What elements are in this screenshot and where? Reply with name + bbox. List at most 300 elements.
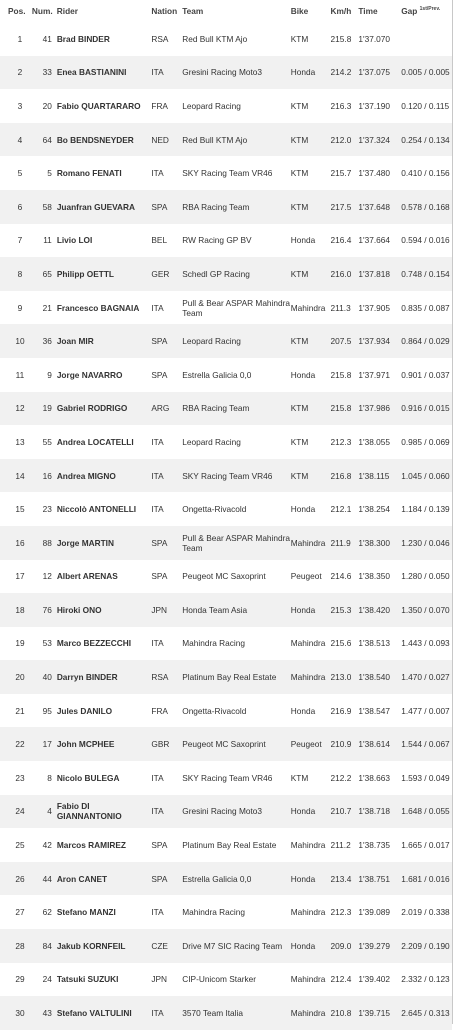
row-pos: 6 (17, 201, 23, 212)
table-row (0, 593, 452, 627)
table-row (0, 190, 452, 224)
row-speed: 213.4 (330, 873, 352, 884)
row-time: 1'37.934 (358, 336, 390, 347)
row-speed: 212.3 (330, 436, 352, 447)
row-time: 1'37.905 (358, 302, 390, 313)
row-gap: 1.544 / 0.067 (401, 739, 450, 750)
row-nation: RSA (151, 672, 169, 683)
row-speed: 214.2 (330, 67, 352, 78)
row-pos: 18 (15, 604, 25, 615)
row-team: Honda Team Asia (182, 604, 248, 615)
row-speed: 212.2 (330, 772, 352, 783)
row-bike: KTM (290, 772, 309, 783)
row-rider: Francesco BAGNAIA (56, 302, 140, 313)
row-rider: John MCPHEE (56, 739, 115, 750)
row-nation: ITA (151, 806, 164, 817)
row-nation: SPA (151, 336, 168, 347)
row-bike: KTM (290, 268, 309, 279)
row-pos: 3 (17, 100, 23, 111)
row-rider: Aron CANET (56, 873, 108, 884)
row-team: Mahindra Racing (182, 638, 245, 649)
row-rider: Jorge NAVARRO (56, 369, 123, 380)
row-team: Red Bull KTM Ajo (182, 134, 248, 145)
table-row (0, 56, 452, 90)
row-bike: KTM (290, 168, 309, 179)
row-bike: Mahindra (290, 638, 326, 649)
row-rider: Marco BEZZECCHI (56, 638, 132, 649)
row-bike: KTM (290, 33, 309, 44)
row-bike: Honda (290, 604, 316, 615)
row-pos: 11 (15, 369, 25, 380)
table-header (0, 0, 452, 22)
table-row (0, 660, 452, 694)
row-gap: 2.332 / 0.123 (401, 974, 450, 985)
row-pos: 20 (15, 672, 25, 683)
table-row (0, 123, 452, 157)
row-gap: 1.280 / 0.050 (401, 571, 450, 582)
table-row (0, 291, 452, 325)
row-rider: Juanfran GUEVARA (56, 201, 136, 212)
row-bike: KTM (290, 100, 309, 111)
row-bike: Honda (290, 235, 316, 246)
row-number: 42 (42, 840, 52, 851)
row-time: 1'38.055 (358, 436, 390, 447)
row-speed: 216.4 (330, 235, 352, 246)
row-team: CIP-Unicom Starker (182, 974, 256, 985)
table-row (0, 694, 452, 728)
row-nation: CZE (151, 940, 168, 951)
table-row (0, 392, 452, 426)
row-gap: 0.578 / 0.168 (401, 201, 450, 212)
row-team: Leopard Racing (182, 336, 241, 347)
row-pos: 2 (17, 67, 23, 78)
row-speed: 212.4 (330, 974, 352, 985)
row-number: 17 (42, 739, 52, 750)
row-gap: 1.350 / 0.070 (401, 604, 450, 615)
row-bike: Honda (290, 940, 316, 951)
row-number: 12 (42, 571, 52, 582)
row-time: 1'37.818 (358, 268, 390, 279)
row-pos: 14 (15, 470, 25, 481)
row-gap: 1.477 / 0.007 (401, 705, 450, 716)
row-speed: 216.0 (330, 268, 352, 279)
header-gap-sup: 1st/Prev. (419, 6, 441, 13)
row-time: 1'37.971 (358, 369, 390, 380)
row-pos: 22 (15, 739, 25, 750)
row-number: 88 (42, 537, 52, 548)
row-nation: SPA (151, 840, 168, 851)
row-team: Pull & Bear ASPAR Mahindra Team (182, 532, 290, 553)
row-gap: 2.645 / 0.313 (401, 1008, 450, 1019)
row-pos: 27 (15, 907, 25, 918)
row-pos: 5 (17, 168, 23, 179)
row-rider: Nicolo BULEGA (56, 772, 120, 783)
row-gap: 1.470 / 0.027 (401, 672, 450, 683)
row-number: 23 (42, 504, 52, 515)
header-team: Team (182, 6, 204, 16)
table-row (0, 862, 452, 896)
row-time: 1'38.420 (358, 604, 390, 615)
row-bike: KTM (290, 470, 309, 481)
table-row (0, 358, 452, 392)
row-gap: 0.120 / 0.115 (401, 100, 450, 111)
row-rider: Jules DANILO (56, 705, 113, 716)
row-team: Mahindra Racing (182, 907, 245, 918)
row-nation: SPA (151, 571, 168, 582)
row-rider: Jorge MARTIN (56, 537, 114, 548)
row-gap: 0.005 / 0.005 (401, 67, 450, 78)
row-team: Peugeot MC Saxoprint (182, 571, 266, 582)
row-time: 1'37.190 (358, 100, 390, 111)
row-nation: RSA (151, 33, 169, 44)
row-speed: 214.6 (330, 571, 352, 582)
row-rider: Romano FENATI (56, 168, 122, 179)
row-gap: 0.985 / 0.069 (401, 436, 450, 447)
row-rider: Stefano VALTULINI (56, 1008, 132, 1019)
row-number: 44 (42, 873, 52, 884)
row-nation: ITA (151, 168, 164, 179)
row-bike: Peugeot (290, 571, 322, 582)
row-number: 21 (42, 302, 52, 313)
row-speed: 215.6 (330, 638, 352, 649)
row-time: 1'38.718 (358, 806, 390, 817)
row-time: 1'39.402 (358, 974, 390, 985)
header-kmh: Km/h (330, 6, 352, 16)
header-rider: Rider (56, 6, 78, 16)
row-team: Leopard Racing (182, 100, 241, 111)
row-number: 55 (42, 436, 52, 447)
row-nation: GER (151, 268, 170, 279)
row-gap: 2.209 / 0.190 (401, 940, 450, 951)
row-rider: Andrea MIGNO (56, 470, 116, 481)
row-time: 1'38.254 (358, 504, 390, 515)
row-pos: 8 (17, 268, 23, 279)
row-number: 4 (47, 806, 52, 817)
row-pos: 9 (17, 302, 23, 313)
row-rider: Bo BENDSNEYDER (56, 134, 134, 145)
row-pos: 28 (15, 940, 25, 951)
table-row (0, 828, 452, 862)
row-speed: 213.0 (330, 672, 352, 683)
table-row (0, 627, 452, 661)
row-number: 65 (42, 268, 52, 279)
row-speed: 210.7 (330, 806, 352, 817)
header-nation: Nation (151, 6, 178, 16)
header-gap (400, 6, 452, 16)
row-team: Estrella Galicia 0,0 (182, 873, 252, 884)
row-pos: 23 (15, 772, 25, 783)
table-row (0, 526, 452, 560)
row-number: 8 (47, 772, 52, 783)
row-nation: ITA (151, 302, 164, 313)
row-time: 1'37.664 (358, 235, 390, 246)
row-team: RW Racing GP BV (182, 235, 252, 246)
row-nation: ITA (151, 907, 164, 918)
row-gap: 1.665 / 0.017 (401, 840, 450, 851)
row-nation: NED (151, 134, 169, 145)
table-row (0, 459, 452, 493)
row-gap: 0.748 / 0.154 (401, 268, 450, 279)
row-bike: Mahindra (290, 672, 326, 683)
row-number: 36 (42, 336, 52, 347)
row-nation: ITA (151, 470, 164, 481)
row-nation: ITA (151, 504, 164, 515)
header-pos: Pos. (8, 6, 26, 16)
row-number: 76 (42, 604, 52, 615)
row-pos: 19 (15, 638, 25, 649)
row-time: 1'37.070 (358, 33, 390, 44)
table-row (0, 324, 452, 358)
row-nation: JPN (151, 604, 168, 615)
row-gap: 1.681 / 0.016 (401, 873, 450, 884)
row-rider: Joan MIR (56, 336, 94, 347)
header-bike: Bike (290, 6, 309, 16)
row-team: RBA Racing Team (182, 403, 250, 414)
row-time: 1'39.715 (358, 1008, 390, 1019)
table-body (0, 22, 452, 1030)
row-bike: Mahindra (290, 537, 326, 548)
row-time: 1'37.075 (358, 67, 390, 78)
table-row (0, 492, 452, 526)
table-row (0, 963, 452, 997)
row-speed: 216.8 (330, 470, 352, 481)
row-pos: 7 (17, 235, 23, 246)
row-bike: KTM (290, 201, 309, 212)
row-team: Estrella Galicia 0,0 (182, 369, 252, 380)
row-time: 1'38.614 (358, 739, 390, 750)
row-bike: Honda (290, 705, 316, 716)
row-nation: FRA (151, 705, 168, 716)
row-time: 1'38.751 (358, 873, 390, 884)
row-nation: ITA (151, 67, 164, 78)
table-row (0, 257, 452, 291)
row-bike: Honda (290, 806, 316, 817)
row-gap: 1.648 / 0.055 (401, 806, 450, 817)
row-bike: KTM (290, 436, 309, 447)
row-speed: 211.3 (330, 302, 351, 313)
row-team: Peugeot MC Saxoprint (182, 739, 266, 750)
row-rider: Stefano MANZI (56, 907, 116, 918)
row-team: SKY Racing Team VR46 (182, 772, 273, 783)
row-nation: ARG (151, 403, 170, 414)
row-nation: SPA (151, 369, 168, 380)
row-number: 5 (47, 168, 52, 179)
row-team: Platinum Bay Real Estate (182, 840, 277, 851)
row-bike: Honda (290, 67, 316, 78)
row-nation: ITA (151, 772, 164, 783)
row-pos: 1 (17, 33, 23, 44)
row-bike: Honda (290, 873, 316, 884)
row-number: 62 (42, 907, 52, 918)
table-row (0, 895, 452, 929)
table-row (0, 224, 452, 258)
row-rider: Fabio QUARTARARO (56, 100, 141, 111)
row-bike: Mahindra (290, 907, 326, 918)
row-gap: 0.410 / 0.156 (401, 168, 450, 179)
row-speed: 210.8 (330, 1008, 352, 1019)
row-bike: Mahindra (290, 974, 326, 985)
row-rider: Enea BASTIANINI (56, 67, 127, 78)
row-nation: ITA (151, 638, 164, 649)
row-time: 1'38.547 (358, 705, 390, 716)
row-time: 1'37.648 (358, 201, 390, 212)
row-gap: 0.864 / 0.029 (401, 336, 450, 347)
row-speed: 216.9 (330, 705, 352, 716)
row-nation: SPA (151, 201, 168, 212)
row-team: Gresini Racing Moto3 (182, 67, 263, 78)
table-row (0, 156, 452, 190)
row-rider: Gabriel RODRIGO (56, 403, 128, 414)
row-time: 1'38.735 (358, 840, 390, 851)
row-number: 40 (42, 672, 52, 683)
row-speed: 216.3 (330, 100, 352, 111)
row-number: 33 (42, 67, 52, 78)
row-pos: 30 (15, 1008, 25, 1019)
row-team: Schedl GP Racing (182, 268, 250, 279)
row-rider: Albert ARENAS (56, 571, 118, 582)
row-pos: 26 (15, 873, 25, 884)
table-row (0, 795, 452, 829)
row-rider: Philipp OETTL (56, 268, 114, 279)
row-team: Gresini Racing Moto3 (182, 806, 263, 817)
row-speed: 212.1 (330, 504, 352, 515)
row-rider: Jakub KORNFEIL (56, 940, 126, 951)
row-bike: KTM (290, 134, 309, 145)
table-row (0, 89, 452, 123)
row-nation: BEL (151, 235, 168, 246)
row-pos: 25 (15, 840, 25, 851)
table-row (0, 425, 452, 459)
table-row (0, 929, 452, 963)
row-pos: 24 (15, 806, 25, 817)
row-pos: 13 (15, 436, 25, 447)
row-team: Ongetta-Rivacold (182, 504, 247, 515)
row-team: SKY Racing Team VR46 (182, 168, 273, 179)
row-speed: 215.8 (330, 403, 352, 414)
row-team: RBA Racing Team (182, 201, 250, 212)
row-team: Ongetta-Rivacold (182, 705, 247, 716)
row-team: Pull & Bear ASPAR Mahindra Team (182, 297, 290, 318)
row-pos: 15 (15, 504, 25, 515)
row-rider: Brad BINDER (56, 33, 110, 44)
table-row (0, 22, 452, 56)
row-nation: SPA (151, 537, 168, 548)
row-gap: 0.254 / 0.134 (401, 134, 450, 145)
row-pos: 16 (15, 537, 25, 548)
row-speed: 217.5 (330, 201, 352, 212)
row-bike: KTM (290, 336, 309, 347)
table-row (0, 761, 452, 795)
table-row (0, 996, 452, 1030)
header-num: Num. (31, 6, 53, 16)
row-speed: 215.8 (330, 33, 352, 44)
row-team: SKY Racing Team VR46 (182, 470, 273, 481)
row-team: Leopard Racing (182, 436, 241, 447)
row-number: 43 (42, 1008, 52, 1019)
row-nation: ITA (151, 1008, 164, 1019)
row-nation: ITA (151, 436, 164, 447)
row-nation: GBR (151, 739, 170, 750)
row-time: 1'37.324 (358, 134, 390, 145)
table-row (0, 727, 452, 761)
row-pos: 10 (15, 336, 25, 347)
row-speed: 215.3 (330, 604, 352, 615)
row-gap: 1.045 / 0.060 (401, 470, 450, 481)
row-time: 1'38.513 (358, 638, 390, 649)
row-speed: 212.3 (330, 907, 352, 918)
row-number: 11 (43, 235, 52, 246)
row-speed: 211.9 (330, 537, 351, 548)
row-pos: 4 (17, 134, 23, 145)
row-bike: Mahindra (290, 302, 326, 313)
row-time: 1'39.089 (358, 907, 390, 918)
header-gap-label: Gap (401, 6, 418, 16)
row-number: 95 (42, 705, 52, 716)
row-number: 16 (42, 470, 52, 481)
row-time: 1'38.350 (358, 571, 390, 582)
row-team: Platinum Bay Real Estate (182, 672, 277, 683)
row-team: Drive M7 SIC Racing Team (182, 940, 283, 951)
row-rider: Tatsuki SUZUKI (56, 974, 119, 985)
row-time: 1'38.540 (358, 672, 390, 683)
row-gap: 1.184 / 0.139 (401, 504, 450, 515)
row-nation: SPA (151, 873, 168, 884)
header-time: Time (358, 6, 378, 16)
row-number: 64 (42, 134, 52, 145)
row-team: 3570 Team Italia (182, 1008, 243, 1019)
row-time: 1'39.279 (358, 940, 390, 951)
row-rider: Darryn BINDER (56, 672, 118, 683)
row-gap: 2.019 / 0.338 (401, 907, 450, 918)
row-number: 9 (47, 369, 52, 380)
row-speed: 207.5 (330, 336, 352, 347)
row-gap: 1.593 / 0.049 (401, 772, 450, 783)
row-speed: 215.8 (330, 369, 352, 380)
row-number: 41 (42, 33, 52, 44)
row-rider: Hiroki ONO (56, 604, 102, 615)
row-rider: Livio LOI (56, 235, 93, 246)
row-time: 1'37.480 (358, 168, 390, 179)
row-speed: 215.7 (330, 168, 352, 179)
row-nation: JPN (151, 974, 168, 985)
row-bike: Mahindra (290, 840, 326, 851)
row-pos: 17 (15, 571, 25, 582)
row-gap: 0.835 / 0.087 (401, 302, 450, 313)
row-bike: Mahindra (290, 1008, 326, 1019)
row-number: 58 (42, 201, 52, 212)
row-rider: Fabio DI GIANNANTONIO (56, 801, 122, 822)
row-time: 1'37.986 (358, 403, 390, 414)
row-speed: 211.2 (330, 840, 351, 851)
row-number: 19 (42, 403, 52, 414)
row-pos: 12 (15, 403, 25, 414)
row-rider: Marcos RAMIREZ (56, 840, 126, 851)
row-speed: 210.9 (330, 739, 352, 750)
row-gap: 0.916 / 0.015 (401, 403, 450, 414)
row-time: 1'38.115 (358, 470, 390, 481)
row-speed: 212.0 (330, 134, 352, 145)
row-nation: FRA (151, 100, 168, 111)
row-speed: 209.0 (330, 940, 352, 951)
row-bike: Peugeot (290, 739, 322, 750)
row-number: 53 (42, 638, 52, 649)
row-gap: 1.230 / 0.046 (401, 537, 450, 548)
table-row (0, 560, 452, 594)
row-bike: Honda (290, 369, 316, 380)
row-time: 1'38.300 (358, 537, 390, 548)
row-team: Red Bull KTM Ajo (182, 33, 248, 44)
row-rider: Niccolò ANTONELLI (56, 504, 137, 515)
